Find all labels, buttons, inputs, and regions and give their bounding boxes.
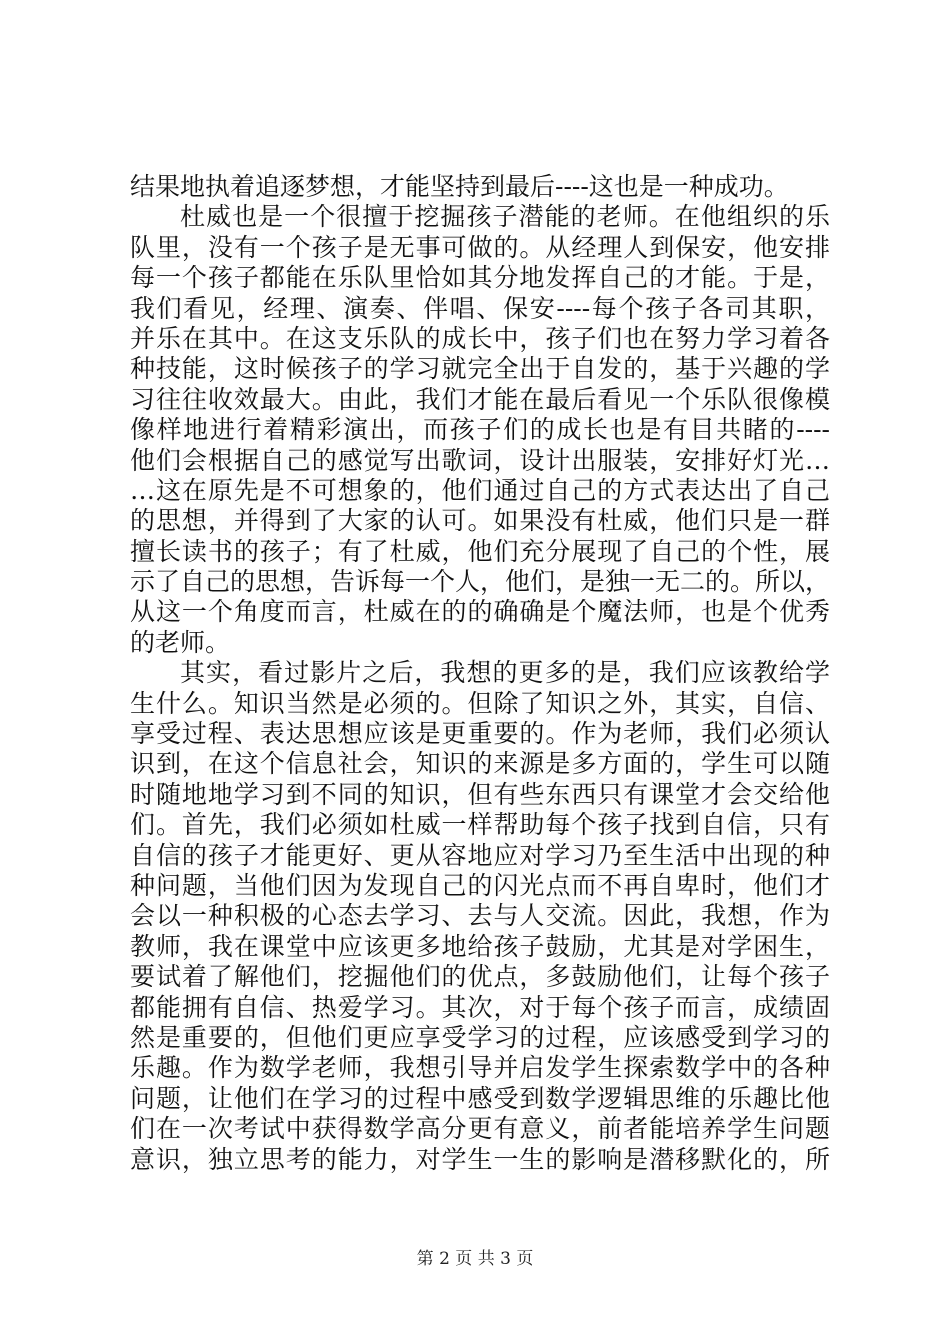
text-line: 习往往收效最大。由此，我们才能在最后看见一个乐队很像模: [130, 384, 830, 414]
text-line: 其实，看过影片之后，我想的更多的是，我们应该教给学: [180, 658, 830, 688]
text-line: 要试着了解他们，挖掘他们的优点，多鼓励他们，让每个孩子: [130, 962, 830, 992]
text-line: 种问题，当他们因为发现自己的闪光点而不再自卑时，他们才: [130, 870, 830, 900]
text-line: 杜威也是一个很擅于挖掘孩子潜能的老师。在他组织的乐: [180, 202, 830, 232]
text-line: 每一个孩子都能在乐队里恰如其分地发挥自己的才能。于是，: [130, 263, 830, 293]
text-line: 队里，没有一个孩子是无事可做的。从经理人到保安，他安排: [130, 232, 830, 262]
text-line: 识到，在这个信息社会，知识的来源是多方面的，学生可以随: [130, 749, 830, 779]
text-line: 乐趣。作为数学老师，我想引导并启发学生探索数学中的各种: [130, 1053, 830, 1083]
page-footer: 第 2 页 共 3 页: [416, 1249, 534, 1269]
text-line: 种技能，这时候孩子的学习就完全出于自发的，基于兴趣的学: [130, 354, 830, 384]
text-line: 我们看见，经理、演奏、伴唱、保安----每个孩子各司其职，: [130, 293, 830, 323]
text-line: 都能拥有自信、热爱学习。其次，对于每个孩子而言，成绩固: [130, 992, 830, 1022]
text-line: …这在原先是不可想象的，他们通过自己的方式表达出了自己: [130, 475, 830, 505]
text-line: 自信的孩子才能更好、更从容地应对学习乃至生活中出现的种: [130, 840, 830, 870]
text-line: 的思想，并得到了大家的认可。如果没有杜威，他们只是一群: [130, 506, 830, 536]
text-line: 会以一种积极的心态去学习、去与人交流。因此，我想，作为: [130, 901, 830, 931]
text-line: 从这一个角度而言，杜威在的的确确是个魔法师，也是个优秀: [130, 597, 830, 627]
text-line: 然是重要的，但他们更应享受学习的过程，应该感受到学习的: [130, 1022, 830, 1052]
text-line: 教师，我在课堂中应该更多地给孩子鼓励，尤其是对学困生，: [130, 931, 830, 961]
text-line: 像样地进行着精彩演出，而孩子们的成长也是有目共睹的----: [130, 415, 830, 445]
text-line: 享受过程、表达思想应该是更重要的。作为老师，我们必须认: [130, 719, 830, 749]
text-line: 的老师。: [130, 627, 231, 657]
text-line: 意识，独立思考的能力，对学生一生的影响是潜移默化的，所: [130, 1144, 830, 1174]
text-line: 他们会根据自己的感觉写出歌词，设计出服装，安排好灯光…: [130, 445, 830, 475]
text-line: 时随地地学习到不同的知识，但有些东西只有课堂才会交给他: [130, 779, 830, 809]
text-line: 问题，让他们在学习的过程中感受到数学逻辑思维的乐趣比他: [130, 1083, 830, 1113]
text-line: 们。首先，我们必须如杜威一样帮助每个孩子找到自信，只有: [130, 810, 830, 840]
body-text: [130, 172, 830, 1175]
text-line: 擅长读书的孩子；有了杜威，他们充分展现了自己的个性，展: [130, 536, 830, 566]
text-line: 结果地执着追逐梦想，才能坚持到最后----这也是一种成功。: [130, 172, 789, 201]
text-line: 并乐在其中。在这支乐队的成长中，孩子们也在努力学习着各: [130, 323, 830, 353]
text-line: 示了自己的思想，告诉每一个人，他们，是独一无二的。所以，: [130, 567, 830, 597]
text-line: 生什么。知识当然是必须的。但除了知识之外，其实，自信、: [130, 688, 830, 718]
text-line: 们在一次考试中获得数学高分更有意义，前者能培养学生问题: [130, 1114, 830, 1144]
